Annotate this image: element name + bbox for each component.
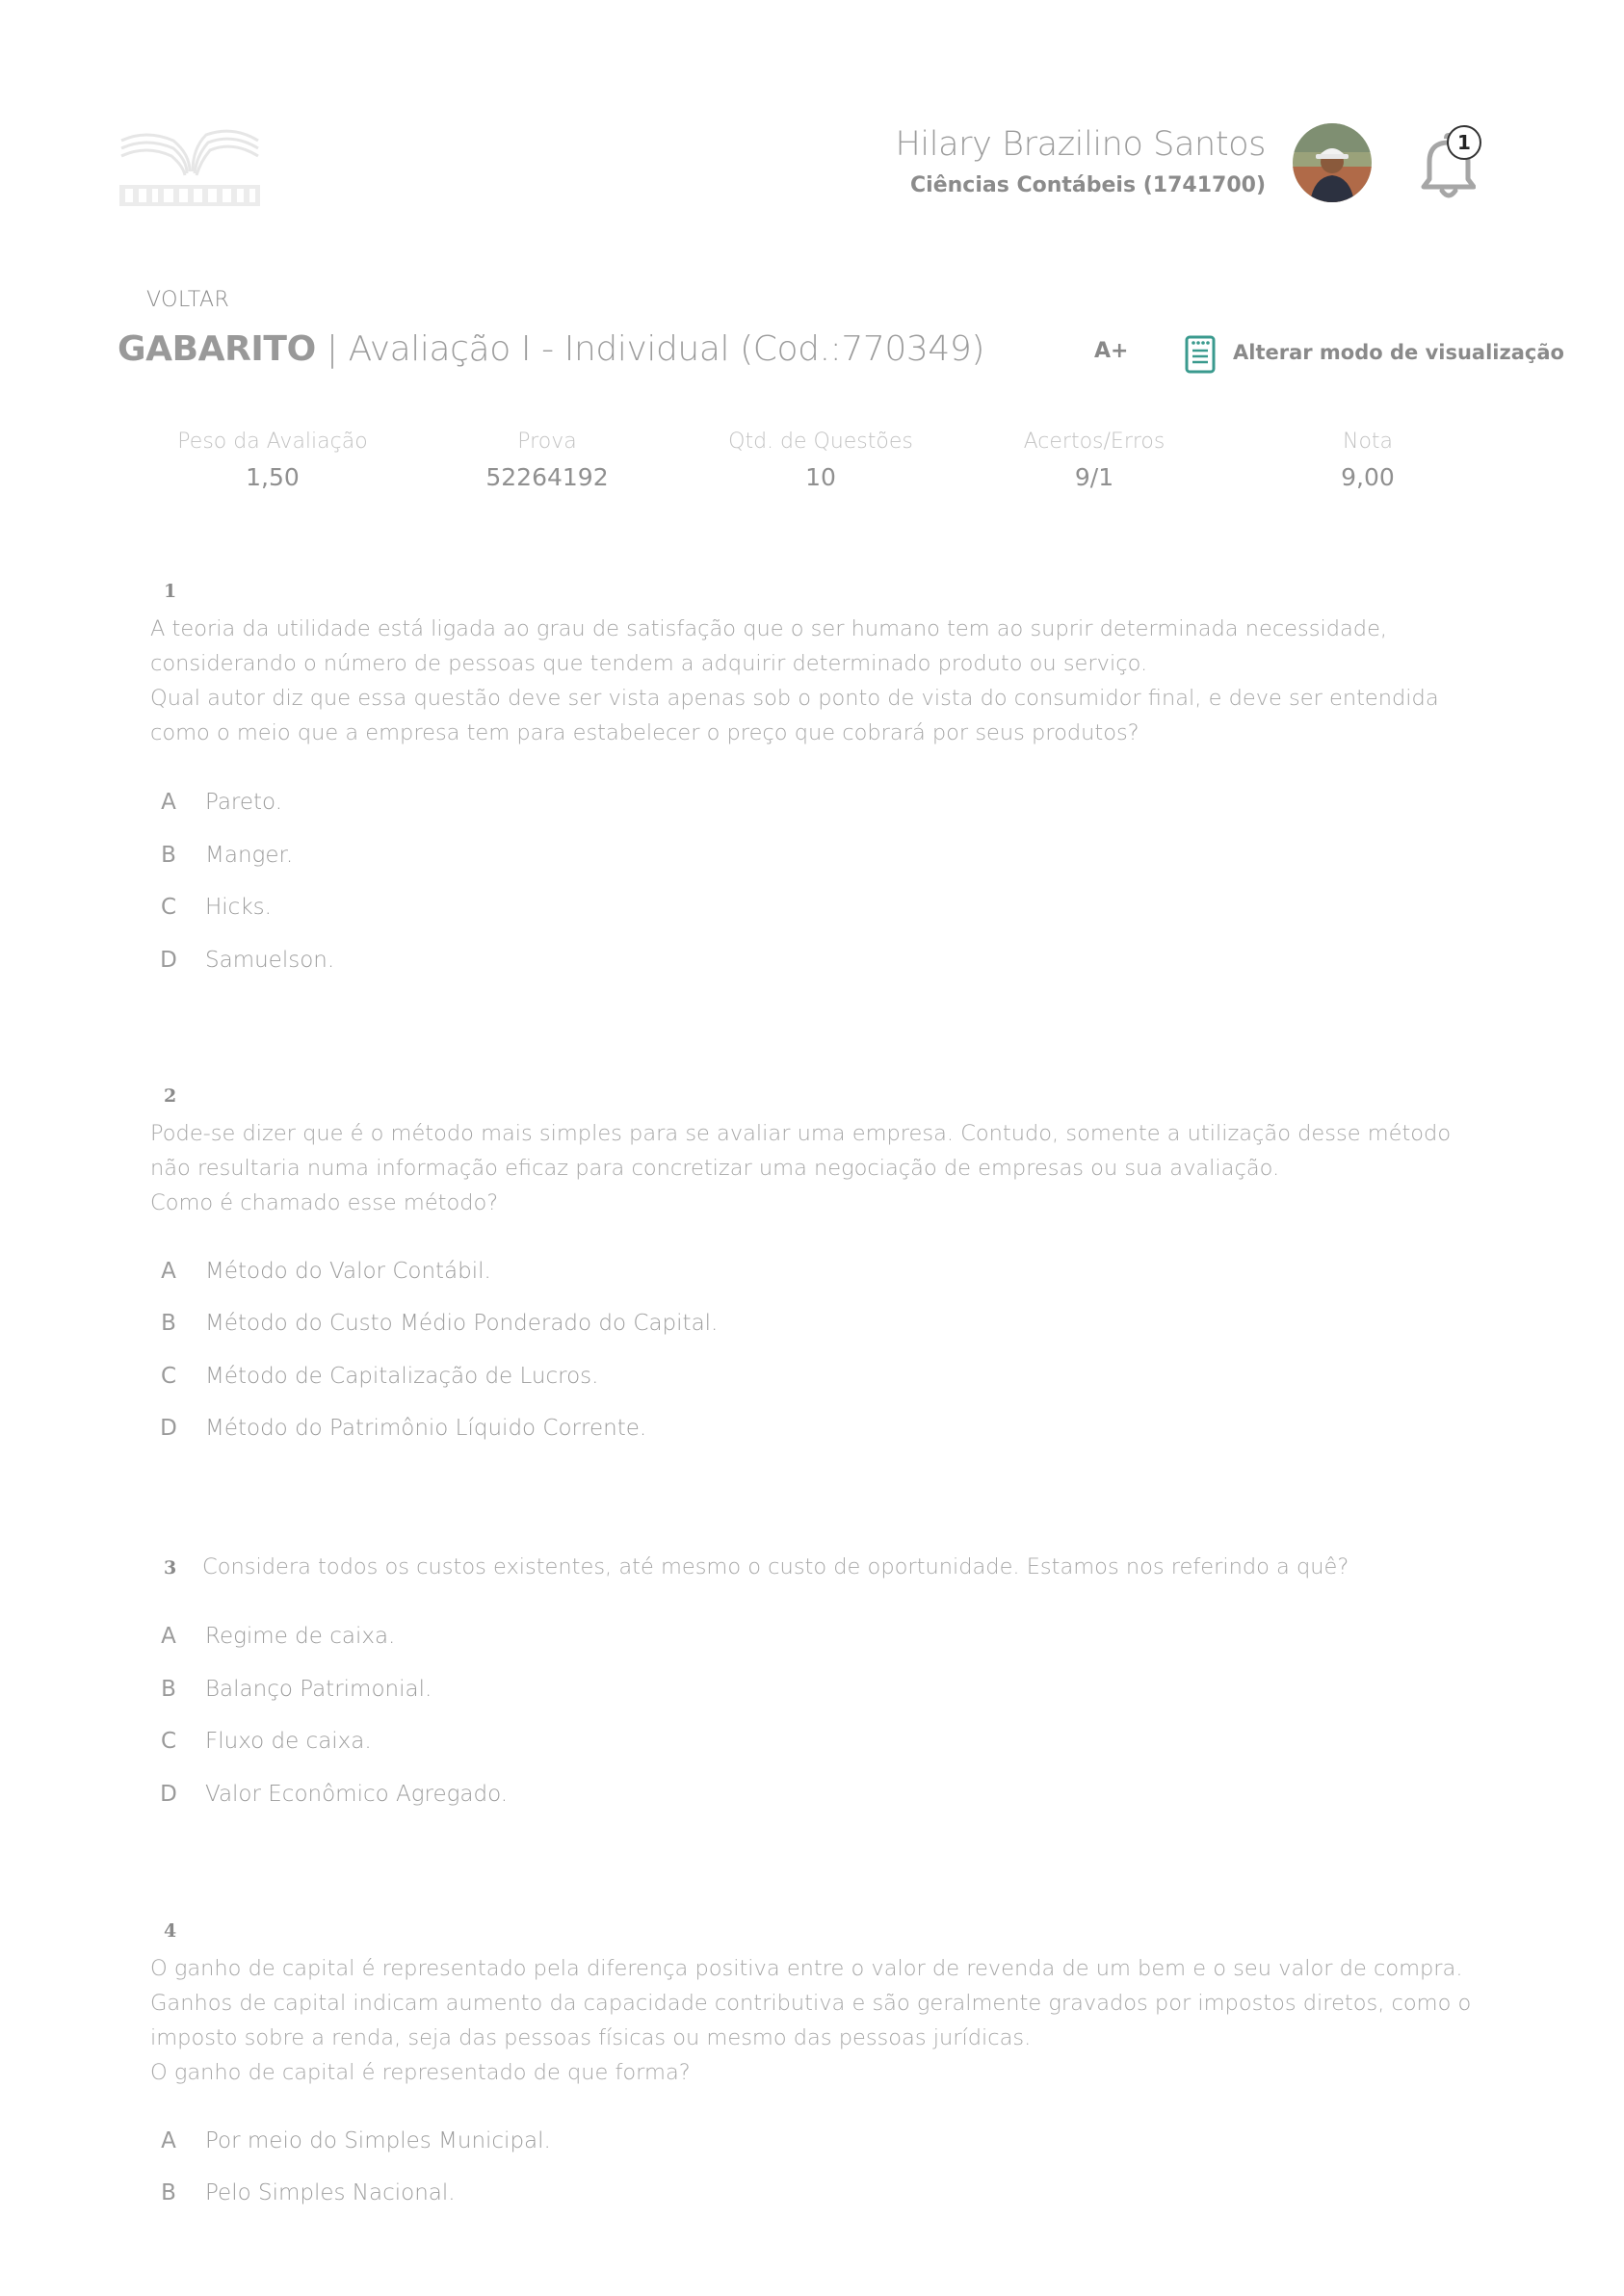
option-letter[interactable]: D <box>160 948 177 973</box>
stat-value: 9/1 <box>1074 463 1114 491</box>
option-text[interactable]: Por meio do Simples Municipal. <box>205 2128 551 2153</box>
stat-value: 9,00 <box>1341 463 1395 491</box>
title-gabarito: GABARITO <box>118 329 316 369</box>
option-letter[interactable]: B <box>161 2180 176 2205</box>
question-paragraph: Qual autor diz que essa questão deve ser vista apenas sob o ponto de vista do consumidor final, e deve ser entendida como o meio que a empresa tem para estabelecer o preço que cobrará por seus produtos? <box>150 686 1439 745</box>
stat-peso <box>167 430 379 491</box>
question-paragraph: Considera todos os custos existentes, até mesmo o custo de oportunidade. Estamos nos referindo a quê? <box>202 1554 1349 1579</box>
stat-nota <box>1262 430 1474 491</box>
option-letter[interactable]: D <box>160 1782 177 1807</box>
question-paragraph: A teoria da utilidade está ligada ao grau de satisfação que o ser humano tem ao suprir determinada necessidade, considerando o número de pessoas que tendem a adquirir determinado produto ou serviço. <box>150 616 1388 676</box>
option-text[interactable]: Método de Capitalização de Lucros. <box>205 1364 599 1389</box>
option-text[interactable]: Balanço Patrimonial. <box>205 1677 432 1702</box>
option-letter[interactable]: B <box>161 1311 176 1336</box>
option-text[interactable]: Samuelson. <box>205 948 335 973</box>
option-letter[interactable]: C <box>160 1364 177 1389</box>
option-letter[interactable]: B <box>161 1677 176 1702</box>
view-mode-button[interactable]: Alterar modo de visualização <box>1233 341 1564 364</box>
option-text[interactable]: Método do Valor Contábil. <box>205 1259 491 1284</box>
stat-value: 52264192 <box>485 463 609 491</box>
question-number: 4 <box>164 1920 177 1942</box>
option-letter[interactable]: C <box>160 1729 177 1754</box>
notification-count-badge: 1 <box>1447 125 1481 160</box>
stat-value: 10 <box>805 463 836 491</box>
option-letter[interactable]: A <box>161 790 176 815</box>
option-letter[interactable]: A <box>161 2128 176 2153</box>
stat-label: Qtd. de Questões <box>728 430 913 454</box>
option-text[interactable]: Hicks. <box>205 895 272 920</box>
question-number: 2 <box>164 1085 177 1107</box>
uniasselvi-logo[interactable] <box>118 121 262 210</box>
back-link[interactable]: VOLTAR <box>146 288 230 312</box>
question-paragraph: O ganho de capital é representado pela diferença positiva entre o valor de revenda de um bem e o seu valor de compra. Ganhos de capital indicam aumento da capacidade contributiva e são geralmente gravados por impostos diretos, como o imposto sobre a renda, seja das pessoas físicas ou mesmo das pessoas jurídicas. <box>150 1956 1472 2050</box>
option-letter[interactable]: A <box>161 1259 176 1284</box>
question-text <box>202 1550 1474 1584</box>
increase-font-button[interactable]: A+ <box>1094 339 1129 363</box>
page-title <box>118 329 984 369</box>
stat-label: Nota <box>1342 430 1394 454</box>
question-text <box>150 1951 1480 2090</box>
option-letter[interactable]: D <box>160 1416 177 1441</box>
option-text[interactable]: Manger. <box>205 843 294 868</box>
stat-acertos <box>988 430 1200 491</box>
question-text <box>150 1116 1480 1220</box>
option-letter[interactable]: C <box>160 895 177 920</box>
stat-prova <box>441 430 653 491</box>
stat-label: Peso da Avaliação <box>177 430 368 454</box>
option-text[interactable]: Método do Patrimônio Líquido Corrente. <box>205 1416 647 1441</box>
question-number: 3 <box>164 1557 177 1578</box>
stat-value: 1,50 <box>246 463 300 491</box>
option-text[interactable]: Regime de caixa. <box>205 1624 396 1649</box>
title-exam-name: | Avaliação I - Individual (Cod.:770349) <box>315 329 985 369</box>
option-text[interactable]: Fluxo de caixa. <box>205 1729 372 1754</box>
question-number: 1 <box>164 581 177 602</box>
question-paragraph: Pode-se dizer que é o método mais simples para se avaliar uma empresa. Contudo, somente a utilização desse método não resultaria numa informação eficaz para concretizar uma negociação de empresas ou sua avaliação. <box>150 1121 1452 1181</box>
option-letter[interactable]: A <box>161 1624 176 1649</box>
stat-questoes <box>715 430 927 491</box>
question-paragraph: Como é chamado esse método? <box>150 1190 499 1215</box>
option-text[interactable]: Pareto. <box>205 790 283 815</box>
stat-label: Acertos/Erros <box>1023 430 1166 454</box>
option-text[interactable]: Método do Custo Médio Ponderado do Capital. <box>205 1311 719 1336</box>
user-course: Ciências Contábeis (1741700) <box>910 173 1266 197</box>
question-text <box>150 612 1480 750</box>
option-text[interactable]: Pelo Simples Nacional. <box>205 2180 456 2205</box>
stat-label: Prova <box>517 430 577 454</box>
question-paragraph: O ganho de capital é representado de que forma? <box>150 2060 691 2085</box>
user-avatar[interactable] <box>1293 123 1372 202</box>
option-letter[interactable]: B <box>161 843 176 868</box>
view-mode-icon[interactable] <box>1185 335 1216 374</box>
user-name: Hilary Brazilino Santos <box>895 125 1266 164</box>
option-text[interactable]: Valor Econômico Agregado. <box>205 1782 509 1807</box>
